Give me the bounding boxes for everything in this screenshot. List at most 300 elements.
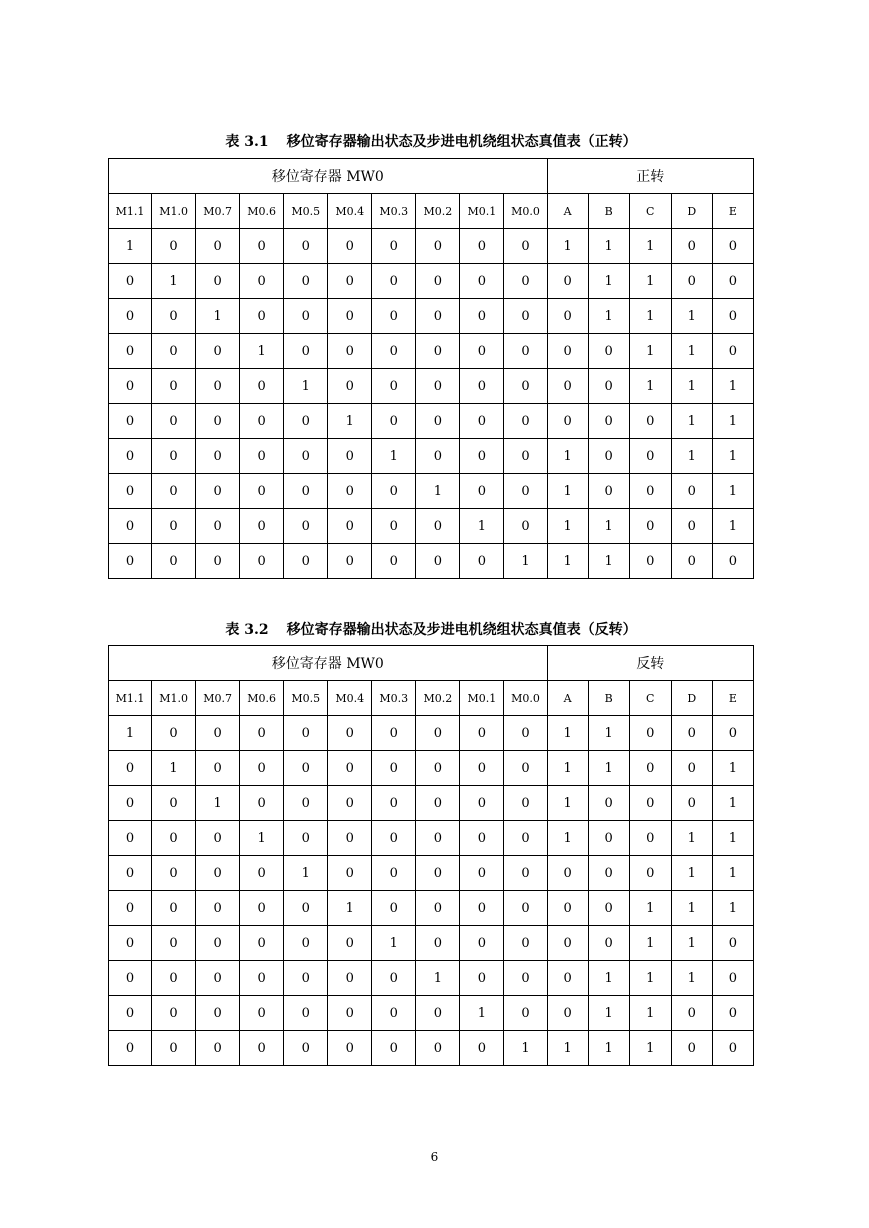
column-header-row bbox=[109, 194, 754, 229]
table-cell: 0 bbox=[284, 996, 328, 1031]
table-cell: 0 bbox=[460, 891, 504, 926]
table-cell: 0 bbox=[109, 404, 152, 439]
table-cell: 0 bbox=[504, 264, 547, 299]
table-cell: 0 bbox=[109, 369, 152, 404]
table-cell: 1 bbox=[588, 264, 629, 299]
table-cell: 0 bbox=[547, 996, 588, 1031]
table-cell: 0 bbox=[671, 751, 712, 786]
table-cell: 0 bbox=[504, 751, 547, 786]
table-cell: 1 bbox=[547, 1031, 588, 1066]
table-cell: 1 bbox=[588, 544, 629, 579]
table-cell: 0 bbox=[504, 996, 547, 1031]
table-cell: 0 bbox=[671, 509, 712, 544]
table-cell: 0 bbox=[328, 509, 372, 544]
table-cell: 0 bbox=[372, 786, 416, 821]
table-cell: 0 bbox=[372, 334, 416, 369]
table-cell: 1 bbox=[547, 544, 588, 579]
table-row bbox=[109, 751, 754, 786]
column-header: M0.0 bbox=[504, 681, 547, 716]
column-header: C bbox=[629, 681, 671, 716]
table-cell: 1 bbox=[547, 821, 588, 856]
table-row bbox=[109, 961, 754, 996]
table-cell: 0 bbox=[504, 786, 547, 821]
table-cell: 1 bbox=[629, 264, 671, 299]
table-cell: 1 bbox=[712, 821, 753, 856]
table-cell: 0 bbox=[504, 926, 547, 961]
table-cell: 1 bbox=[416, 474, 460, 509]
table-cell: 0 bbox=[196, 229, 240, 264]
table-cell: 0 bbox=[372, 1031, 416, 1066]
table-cell: 0 bbox=[152, 404, 196, 439]
table-cell: 0 bbox=[588, 404, 629, 439]
table-cell: 0 bbox=[284, 716, 328, 751]
table-cell: 0 bbox=[504, 856, 547, 891]
table-cell: 0 bbox=[547, 299, 588, 334]
table-cell: 1 bbox=[588, 229, 629, 264]
table-cell: 0 bbox=[284, 474, 328, 509]
table-cell: 0 bbox=[284, 544, 328, 579]
table-cell: 0 bbox=[196, 926, 240, 961]
table-cell: 0 bbox=[372, 544, 416, 579]
table-cell: 0 bbox=[109, 751, 152, 786]
table-cell: 0 bbox=[629, 856, 671, 891]
caption-number: 表 3.2 bbox=[225, 622, 269, 638]
table-cell: 0 bbox=[284, 786, 328, 821]
table-cell: 0 bbox=[196, 369, 240, 404]
table-cell: 0 bbox=[240, 439, 284, 474]
table-cell: 0 bbox=[109, 786, 152, 821]
table-cell: 0 bbox=[547, 404, 588, 439]
table-cell: 0 bbox=[547, 891, 588, 926]
table-cell: 0 bbox=[504, 716, 547, 751]
column-header: M0.2 bbox=[416, 681, 460, 716]
table-cell: 1 bbox=[328, 891, 372, 926]
table-cell: 0 bbox=[196, 996, 240, 1031]
table-cell: 0 bbox=[416, 926, 460, 961]
column-header: M0.3 bbox=[372, 681, 416, 716]
table-cell: 0 bbox=[416, 716, 460, 751]
table-cell: 1 bbox=[629, 926, 671, 961]
table-cell: 0 bbox=[416, 229, 460, 264]
table-cell: 0 bbox=[547, 264, 588, 299]
table-cell: 1 bbox=[712, 474, 753, 509]
table-cell: 0 bbox=[416, 1031, 460, 1066]
group-header-row bbox=[109, 646, 754, 681]
table-cell: 0 bbox=[547, 926, 588, 961]
table-cell: 0 bbox=[152, 474, 196, 509]
table-cell: 0 bbox=[460, 334, 504, 369]
table-cell: 1 bbox=[372, 439, 416, 474]
table-row bbox=[109, 299, 754, 334]
table-cell: 0 bbox=[629, 716, 671, 751]
table-cell: 0 bbox=[328, 334, 372, 369]
column-header: B bbox=[588, 194, 629, 229]
table-cell: 1 bbox=[671, 926, 712, 961]
table-cell: 0 bbox=[712, 334, 753, 369]
table-cell: 1 bbox=[504, 1031, 547, 1066]
table-cell: 0 bbox=[328, 996, 372, 1031]
table-cell: 0 bbox=[109, 334, 152, 369]
table-cell: 0 bbox=[328, 369, 372, 404]
table-cell: 0 bbox=[629, 474, 671, 509]
table-cell: 1 bbox=[196, 786, 240, 821]
table-cell: 0 bbox=[460, 926, 504, 961]
table-cell: 0 bbox=[547, 856, 588, 891]
table-cell: 0 bbox=[109, 821, 152, 856]
column-header: D bbox=[671, 681, 712, 716]
table-cell: 1 bbox=[547, 474, 588, 509]
table-cell: 0 bbox=[284, 751, 328, 786]
table-cell: 0 bbox=[196, 264, 240, 299]
table-cell: 1 bbox=[629, 961, 671, 996]
table-cell: 0 bbox=[240, 1031, 284, 1066]
table-cell: 0 bbox=[109, 439, 152, 474]
table-cell: 0 bbox=[152, 961, 196, 996]
table-cell: 1 bbox=[588, 299, 629, 334]
table-row bbox=[109, 786, 754, 821]
table-cell: 1 bbox=[671, 334, 712, 369]
table-cell: 1 bbox=[328, 404, 372, 439]
column-header: M1.1 bbox=[109, 194, 152, 229]
table-cell: 0 bbox=[504, 404, 547, 439]
group-header-register: 移位寄存器 MW0 bbox=[109, 646, 548, 681]
table-row bbox=[109, 229, 754, 264]
table-cell: 0 bbox=[460, 404, 504, 439]
table-cell: 0 bbox=[460, 856, 504, 891]
table-cell: 1 bbox=[152, 264, 196, 299]
table-cell: 0 bbox=[240, 786, 284, 821]
table-row bbox=[109, 926, 754, 961]
table-cell: 0 bbox=[109, 891, 152, 926]
table-cell: 0 bbox=[416, 856, 460, 891]
table-cell: 1 bbox=[588, 996, 629, 1031]
table-cell: 0 bbox=[372, 856, 416, 891]
table-cell: 1 bbox=[712, 856, 753, 891]
table-cell: 1 bbox=[629, 996, 671, 1031]
table-cell: 0 bbox=[588, 474, 629, 509]
table-cell: 0 bbox=[152, 229, 196, 264]
table-cell: 0 bbox=[196, 439, 240, 474]
table-cell: 0 bbox=[460, 961, 504, 996]
table-cell: 0 bbox=[671, 229, 712, 264]
table-cell: 0 bbox=[504, 369, 547, 404]
table-cell: 0 bbox=[152, 821, 196, 856]
column-header: C bbox=[629, 194, 671, 229]
table-cell: 0 bbox=[284, 961, 328, 996]
table-cell: 0 bbox=[240, 926, 284, 961]
table-cell: 0 bbox=[712, 716, 753, 751]
table-cell: 0 bbox=[460, 786, 504, 821]
table-cell: 0 bbox=[240, 544, 284, 579]
table-cell: 1 bbox=[460, 996, 504, 1031]
table-cell: 0 bbox=[152, 299, 196, 334]
table-cell: 0 bbox=[109, 474, 152, 509]
column-header: M0.2 bbox=[416, 194, 460, 229]
table-cell: 0 bbox=[629, 509, 671, 544]
table-cell: 0 bbox=[328, 786, 372, 821]
table-cell: 0 bbox=[240, 404, 284, 439]
table-cell: 0 bbox=[504, 439, 547, 474]
table-row bbox=[109, 474, 754, 509]
table-cell: 1 bbox=[712, 439, 753, 474]
table-cell: 0 bbox=[284, 404, 328, 439]
column-header: M0.7 bbox=[196, 681, 240, 716]
table-cell: 0 bbox=[152, 926, 196, 961]
table-cell: 0 bbox=[460, 264, 504, 299]
table-cell: 0 bbox=[547, 961, 588, 996]
table-cell: 0 bbox=[460, 474, 504, 509]
table-cell: 0 bbox=[416, 369, 460, 404]
table-cell: 1 bbox=[588, 751, 629, 786]
table-cell: 0 bbox=[416, 264, 460, 299]
table-cell: 0 bbox=[588, 856, 629, 891]
table-cell: 0 bbox=[109, 996, 152, 1031]
table-cell: 0 bbox=[152, 509, 196, 544]
table-cell: 0 bbox=[328, 716, 372, 751]
column-header: D bbox=[671, 194, 712, 229]
column-header: M0.0 bbox=[504, 194, 547, 229]
table-cell: 1 bbox=[629, 229, 671, 264]
table-cell: 0 bbox=[372, 474, 416, 509]
column-header: M0.6 bbox=[240, 681, 284, 716]
table-cell: 1 bbox=[629, 1031, 671, 1066]
table-cell: 1 bbox=[109, 229, 152, 264]
table-cell: 1 bbox=[109, 716, 152, 751]
table-cell: 0 bbox=[109, 856, 152, 891]
table-cell: 0 bbox=[109, 926, 152, 961]
table-cell: 1 bbox=[629, 334, 671, 369]
table-cell: 0 bbox=[460, 716, 504, 751]
table-row bbox=[109, 404, 754, 439]
table-cell: 0 bbox=[372, 821, 416, 856]
table-cell: 0 bbox=[152, 1031, 196, 1066]
table-cell: 1 bbox=[671, 299, 712, 334]
table-row bbox=[109, 891, 754, 926]
table-cell: 0 bbox=[712, 996, 753, 1031]
table-row bbox=[109, 821, 754, 856]
table-cell: 0 bbox=[416, 299, 460, 334]
table-cell: 0 bbox=[240, 299, 284, 334]
table-cell: 0 bbox=[504, 474, 547, 509]
table-cell: 0 bbox=[240, 369, 284, 404]
table-cell: 0 bbox=[328, 926, 372, 961]
table-cell: 0 bbox=[588, 439, 629, 474]
table-cell: 0 bbox=[152, 996, 196, 1031]
table-cell: 0 bbox=[416, 996, 460, 1031]
table-cell: 0 bbox=[504, 961, 547, 996]
table-cell: 0 bbox=[240, 509, 284, 544]
table-cell: 0 bbox=[328, 439, 372, 474]
table-cell: 1 bbox=[547, 716, 588, 751]
table-row bbox=[109, 334, 754, 369]
table-cell: 0 bbox=[629, 544, 671, 579]
table-cell: 0 bbox=[240, 856, 284, 891]
group-header-direction: 反转 bbox=[547, 646, 753, 681]
table-cell: 0 bbox=[460, 439, 504, 474]
table-cell: 0 bbox=[284, 334, 328, 369]
table-cell: 1 bbox=[671, 404, 712, 439]
table-cell: 0 bbox=[588, 891, 629, 926]
table-cell: 1 bbox=[712, 509, 753, 544]
table-cell: 1 bbox=[671, 369, 712, 404]
table-cell: 0 bbox=[109, 264, 152, 299]
table-cell: 0 bbox=[240, 474, 284, 509]
caption-text: 移位寄存器输出状态及步进电机绕组状态真值表（正转） bbox=[286, 134, 637, 150]
table-cell: 0 bbox=[152, 369, 196, 404]
table-cell: 0 bbox=[109, 961, 152, 996]
column-header: M1.0 bbox=[152, 681, 196, 716]
table-cell: 1 bbox=[547, 439, 588, 474]
page-number: 6 bbox=[430, 1150, 439, 1164]
table-cell: 0 bbox=[504, 334, 547, 369]
table-cell: 0 bbox=[109, 544, 152, 579]
table-cell: 0 bbox=[196, 509, 240, 544]
table-cell: 0 bbox=[152, 716, 196, 751]
table-cell: 0 bbox=[460, 1031, 504, 1066]
table-cell: 0 bbox=[416, 751, 460, 786]
table-cell: 0 bbox=[240, 996, 284, 1031]
table-cell: 0 bbox=[588, 369, 629, 404]
table-cell: 0 bbox=[152, 439, 196, 474]
group-header-direction: 正转 bbox=[547, 159, 753, 194]
table-row bbox=[109, 856, 754, 891]
table-row bbox=[109, 544, 754, 579]
table-cell: 0 bbox=[460, 751, 504, 786]
table-cell: 0 bbox=[671, 264, 712, 299]
column-header: M1.0 bbox=[152, 194, 196, 229]
table-cell: 0 bbox=[416, 334, 460, 369]
column-header-row bbox=[109, 681, 754, 716]
table-cell: 1 bbox=[712, 786, 753, 821]
table-cell: 0 bbox=[416, 821, 460, 856]
table-cell: 0 bbox=[671, 474, 712, 509]
table-cell: 0 bbox=[416, 786, 460, 821]
table-cell: 0 bbox=[196, 404, 240, 439]
table-cell: 0 bbox=[712, 961, 753, 996]
table-cell: 1 bbox=[547, 229, 588, 264]
column-header: M0.1 bbox=[460, 681, 504, 716]
table-cell: 0 bbox=[504, 509, 547, 544]
column-header: M1.1 bbox=[109, 681, 152, 716]
table-cell: 0 bbox=[284, 299, 328, 334]
table-cell: 0 bbox=[328, 264, 372, 299]
column-header: M0.5 bbox=[284, 194, 328, 229]
table-cell: 0 bbox=[504, 891, 547, 926]
table-cell: 1 bbox=[284, 369, 328, 404]
table-cell: 0 bbox=[504, 821, 547, 856]
table-cell: 0 bbox=[372, 369, 416, 404]
table-cell: 1 bbox=[240, 334, 284, 369]
table-cell: 0 bbox=[328, 299, 372, 334]
table-cell: 0 bbox=[328, 229, 372, 264]
table-cell: 0 bbox=[588, 926, 629, 961]
table-cell: 0 bbox=[372, 509, 416, 544]
table-cell: 0 bbox=[372, 751, 416, 786]
table-cell: 0 bbox=[240, 264, 284, 299]
column-header: M0.5 bbox=[284, 681, 328, 716]
column-header: A bbox=[547, 194, 588, 229]
table-cell: 0 bbox=[284, 229, 328, 264]
table-cell: 0 bbox=[629, 821, 671, 856]
table-cell: 1 bbox=[671, 891, 712, 926]
column-header: M0.3 bbox=[372, 194, 416, 229]
table-cell: 0 bbox=[460, 229, 504, 264]
column-header: M0.4 bbox=[328, 194, 372, 229]
column-header: B bbox=[588, 681, 629, 716]
column-header: M0.1 bbox=[460, 194, 504, 229]
table-cell: 0 bbox=[712, 544, 753, 579]
table-row bbox=[109, 716, 754, 751]
group-header-row bbox=[109, 159, 754, 194]
table-cell: 1 bbox=[588, 1031, 629, 1066]
table-cell: 0 bbox=[240, 891, 284, 926]
table-caption-3-1 bbox=[108, 131, 754, 151]
table-row bbox=[109, 509, 754, 544]
table-cell: 1 bbox=[588, 716, 629, 751]
table-cell: 0 bbox=[712, 1031, 753, 1066]
table-cell: 0 bbox=[196, 961, 240, 996]
table-cell: 1 bbox=[712, 891, 753, 926]
table-row bbox=[109, 264, 754, 299]
table-cell: 0 bbox=[671, 1031, 712, 1066]
table-cell: 0 bbox=[196, 544, 240, 579]
table-cell: 0 bbox=[588, 821, 629, 856]
table-cell: 0 bbox=[196, 891, 240, 926]
table-cell: 0 bbox=[240, 229, 284, 264]
table-cell: 0 bbox=[152, 334, 196, 369]
table-cell: 1 bbox=[547, 751, 588, 786]
table-cell: 1 bbox=[504, 544, 547, 579]
table-cell: 0 bbox=[372, 996, 416, 1031]
table-cell: 0 bbox=[196, 751, 240, 786]
table-cell: 0 bbox=[328, 856, 372, 891]
table-cell: 0 bbox=[284, 926, 328, 961]
table-cell: 0 bbox=[460, 299, 504, 334]
table-cell: 0 bbox=[629, 751, 671, 786]
table-cell: 1 bbox=[671, 821, 712, 856]
table-cell: 0 bbox=[588, 786, 629, 821]
table-cell: 0 bbox=[671, 786, 712, 821]
table-cell: 0 bbox=[671, 996, 712, 1031]
column-header: M0.7 bbox=[196, 194, 240, 229]
table-cell: 1 bbox=[152, 751, 196, 786]
truth-table-reverse bbox=[108, 645, 754, 1066]
table-cell: 1 bbox=[416, 961, 460, 996]
table-cell: 1 bbox=[629, 369, 671, 404]
table-cell: 0 bbox=[372, 404, 416, 439]
table-cell: 0 bbox=[240, 716, 284, 751]
table-cell: 0 bbox=[284, 891, 328, 926]
table-cell: 0 bbox=[240, 751, 284, 786]
table-cell: 0 bbox=[671, 716, 712, 751]
table-cell: 0 bbox=[712, 926, 753, 961]
table-cell: 0 bbox=[196, 1031, 240, 1066]
column-header: E bbox=[712, 194, 753, 229]
table-cell: 0 bbox=[712, 229, 753, 264]
table-cell: 1 bbox=[712, 369, 753, 404]
table-cell: 0 bbox=[196, 334, 240, 369]
table-cell: 0 bbox=[504, 229, 547, 264]
column-header: M0.6 bbox=[240, 194, 284, 229]
table-cell: 0 bbox=[460, 369, 504, 404]
table-cell: 0 bbox=[109, 509, 152, 544]
table-cell: 0 bbox=[328, 1031, 372, 1066]
table-row bbox=[109, 1031, 754, 1066]
table-cell: 0 bbox=[372, 716, 416, 751]
table-cell: 0 bbox=[328, 961, 372, 996]
table-cell: 1 bbox=[712, 404, 753, 439]
table-cell: 1 bbox=[547, 509, 588, 544]
